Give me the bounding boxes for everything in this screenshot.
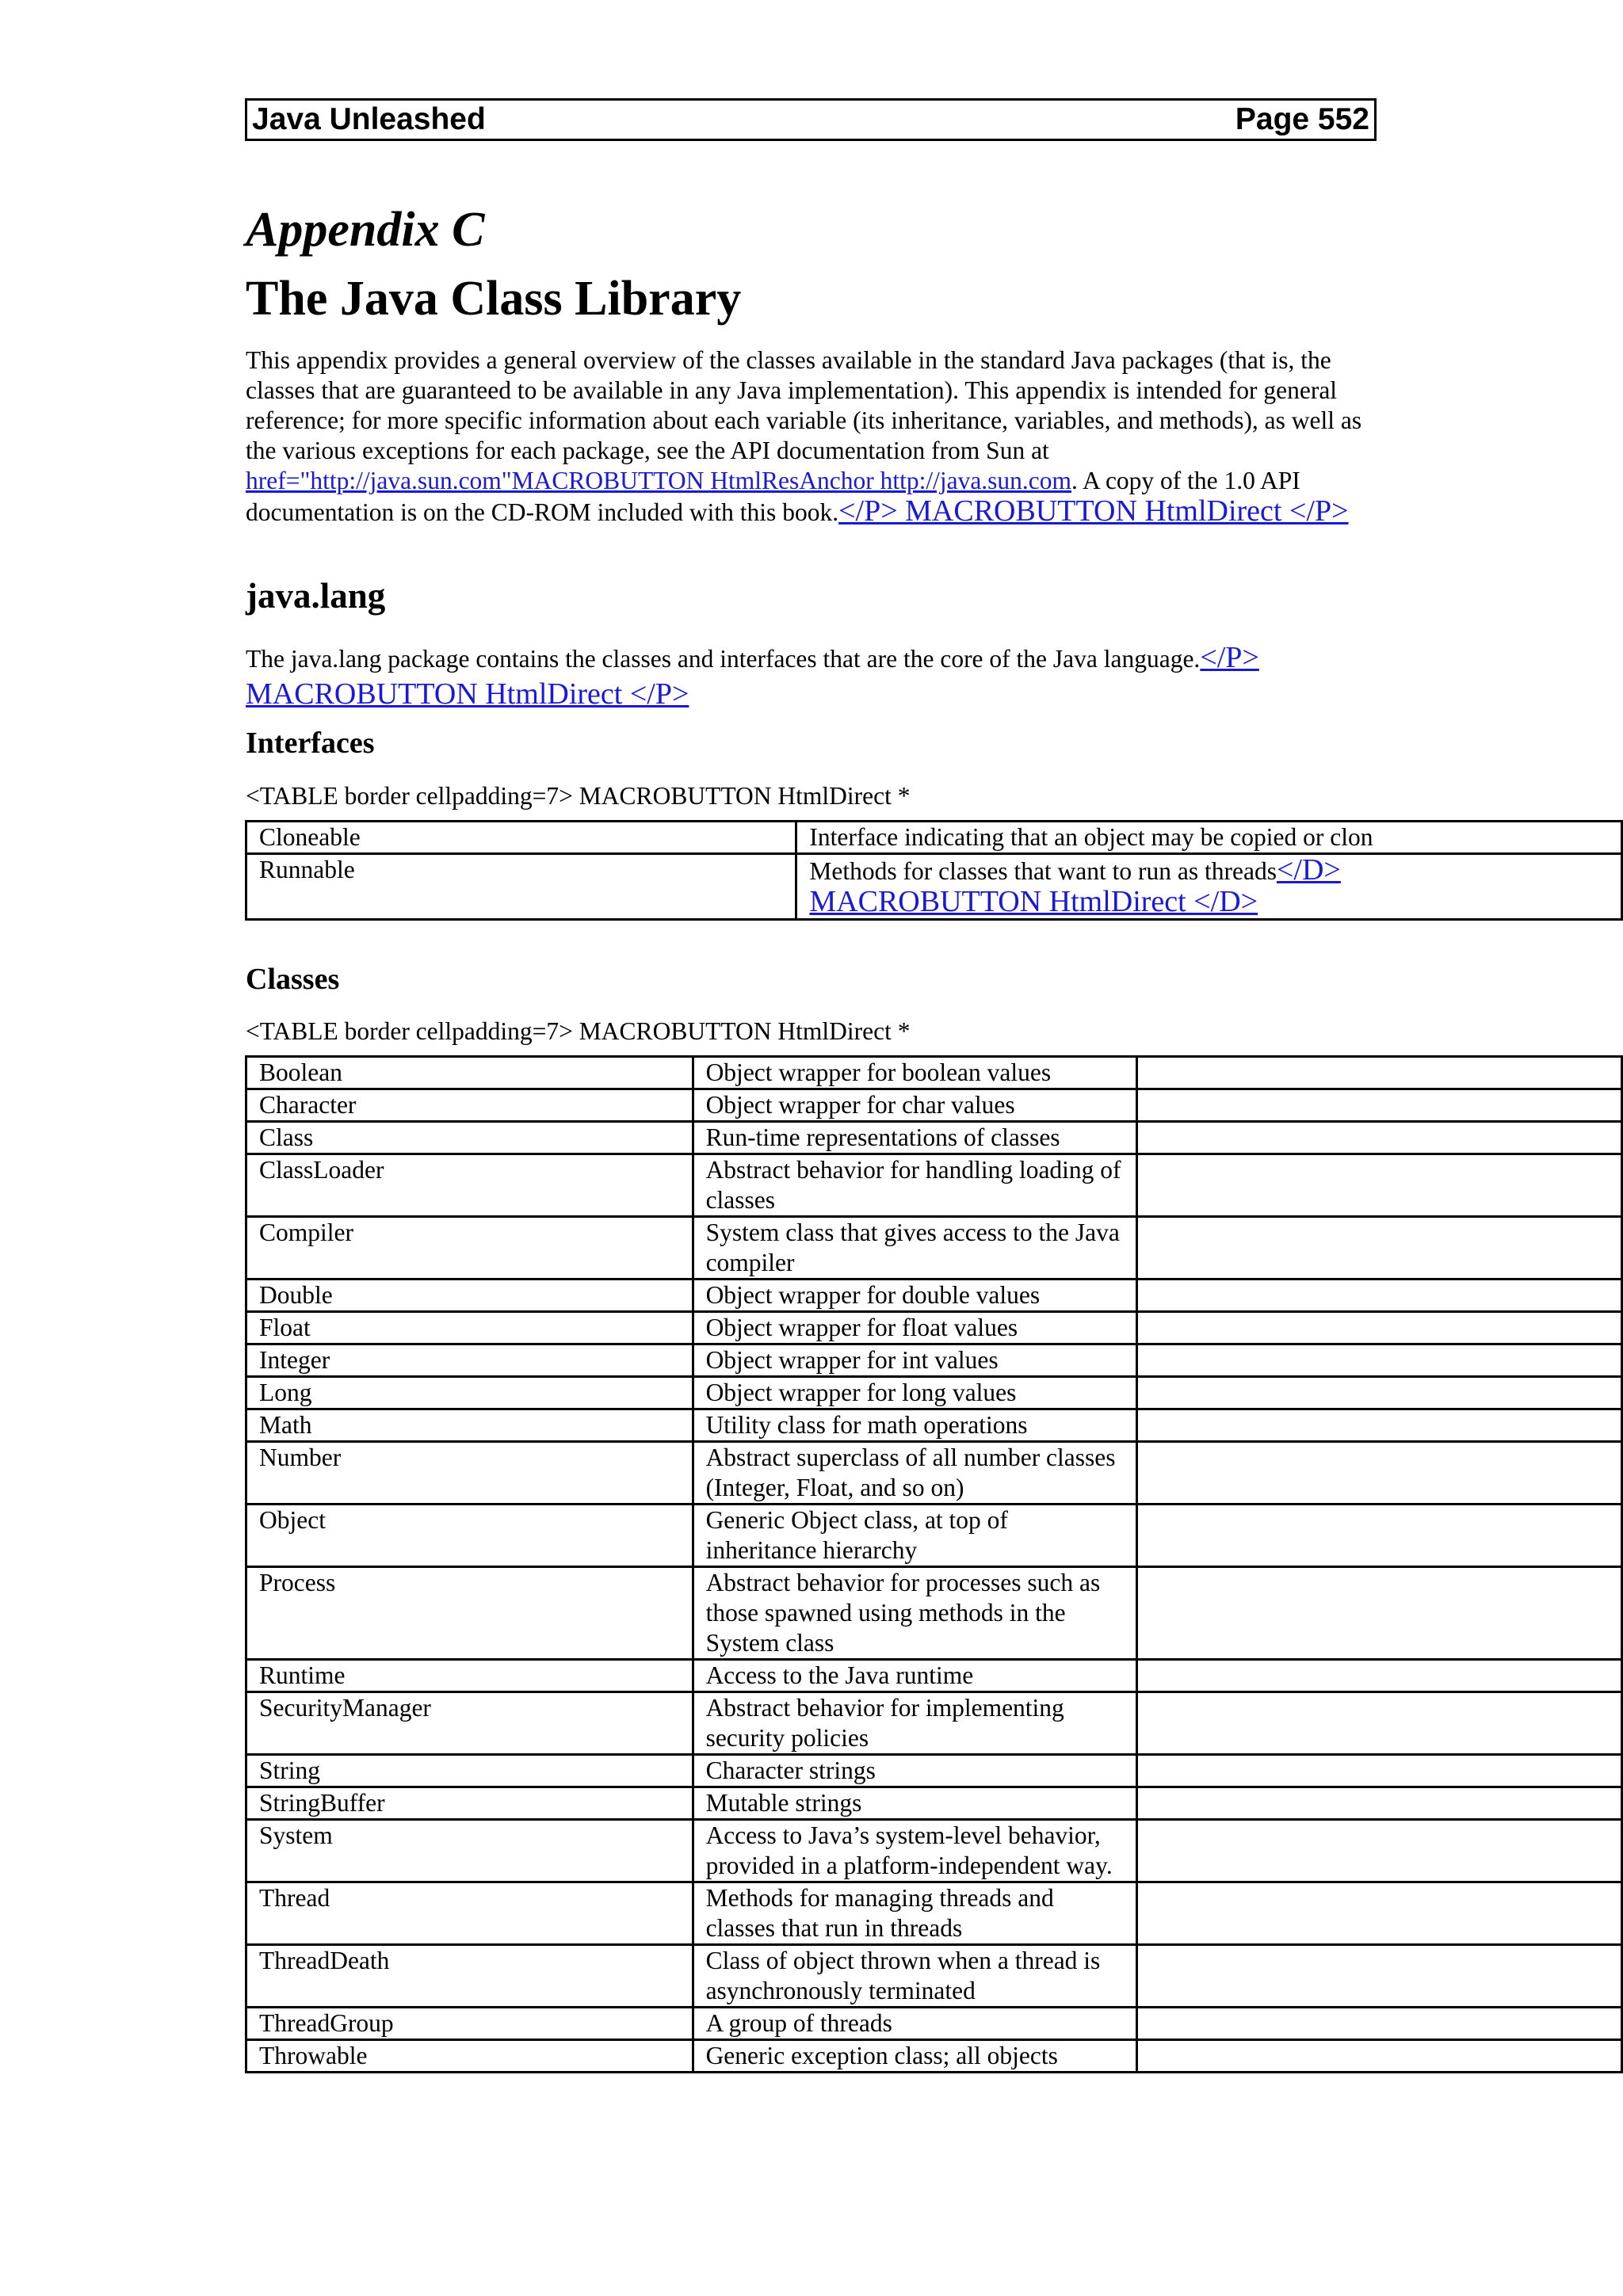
page-number: Page 552 [1235, 102, 1369, 136]
class-name-cell: Character [246, 1089, 693, 1122]
empty-cell [1136, 1089, 1621, 1122]
table-row [246, 1442, 1622, 1505]
table-row [246, 1505, 1622, 1567]
empty-cell [1136, 1122, 1621, 1154]
class-name-cell: Thread [246, 1882, 693, 1945]
class-name-cell: SecurityManager [246, 1692, 693, 1755]
interface-desc-text: Interface indicating that an object may be copied or clon [809, 823, 1373, 851]
class-desc-cell: Run-time representations of classes [693, 1122, 1136, 1154]
interfaces-heading: Interfaces [246, 727, 375, 760]
page-header [245, 98, 1377, 141]
class-name-cell: Number [246, 1442, 693, 1505]
table-row [246, 822, 1622, 854]
table-row [246, 1660, 1622, 1692]
intro-text-before: This appendix provides a general overview of the classes available in the standard Java packages (that is, the classes that are guaranteed to be available in any Java implementation). This appendix is intended for general reference; for more specific information about each variable (its inheritance, variables, and methods), as well as the various exceptions for each package, see the API documentation from Sun at [246, 346, 1362, 464]
class-name-cell: Integer [246, 1344, 693, 1377]
class-name-cell: Process [246, 1567, 693, 1660]
table-row [246, 1217, 1622, 1280]
empty-cell [1136, 1567, 1621, 1660]
empty-cell [1136, 1377, 1621, 1409]
class-name-cell: Float [246, 1312, 693, 1344]
empty-cell [1136, 1217, 1621, 1280]
class-desc-cell: Abstract behavior for processes such as those spawned using methods in the System class [693, 1567, 1136, 1660]
class-name-cell: System [246, 1820, 693, 1882]
empty-cell [1136, 1409, 1621, 1442]
class-name-cell: Long [246, 1377, 693, 1409]
class-name-cell: Math [246, 1409, 693, 1442]
empty-cell [1136, 1692, 1621, 1755]
empty-cell [1136, 1280, 1621, 1312]
table-row [246, 1692, 1622, 1755]
interface-name-cell: Runnable [246, 854, 796, 920]
class-name-cell: StringBuffer [246, 1787, 693, 1820]
empty-cell [1136, 1660, 1621, 1692]
table-row [246, 2008, 1622, 2040]
classes-table [245, 1055, 1623, 2073]
empty-cell [1136, 1882, 1621, 1945]
class-name-cell: ThreadDeath [246, 1945, 693, 2008]
appendix-label: Appendix C [246, 203, 485, 257]
empty-cell [1136, 1442, 1621, 1505]
table-row [246, 1122, 1622, 1154]
class-desc-cell: Generic exception class; all objects [693, 2040, 1136, 2073]
class-name-cell: Runtime [246, 1660, 693, 1692]
java-lang-text: The java.lang package contains the classes and interfaces that are the core of the Java language. [246, 645, 1201, 673]
class-desc-cell: A group of threads [693, 2008, 1136, 2040]
book-title: Java Unleashed [252, 102, 486, 136]
empty-cell [1136, 2008, 1621, 2040]
empty-cell [1136, 1344, 1621, 1377]
class-name-cell: String [246, 1755, 693, 1787]
table-row [246, 1820, 1622, 1882]
table-row [246, 1280, 1622, 1312]
interface-desc-text: Methods for classes that want to run as threads [809, 857, 1277, 885]
section-heading-java-lang: java.lang [246, 576, 386, 616]
table-row [246, 2040, 1622, 2073]
empty-cell [1136, 1057, 1621, 1089]
class-name-cell: Compiler [246, 1217, 693, 1280]
table-row [246, 1567, 1622, 1660]
class-desc-cell: Character strings [693, 1755, 1136, 1787]
interface-name-cell: Cloneable [246, 822, 796, 854]
table-row [246, 1344, 1622, 1377]
class-desc-cell: Object wrapper for char values [693, 1089, 1136, 1122]
table-row [246, 1377, 1622, 1409]
class-desc-cell: Object wrapper for double values [693, 1280, 1136, 1312]
table-row [246, 1755, 1622, 1787]
class-desc-cell: Mutable strings [693, 1787, 1136, 1820]
table-markup-note: <TABLE border cellpadding=7> MACROBUTTON HtmlDirect * [246, 782, 911, 810]
class-desc-cell: Abstract behavior for handling loading of classes [693, 1154, 1136, 1217]
class-name-cell: ThreadGroup [246, 2008, 693, 2040]
table-row [246, 854, 1622, 920]
class-name-cell: ClassLoader [246, 1154, 693, 1217]
class-name-cell: Class [246, 1122, 693, 1154]
class-desc-cell: Abstract superclass of all number classes (Integer, Float, and so on) [693, 1442, 1136, 1505]
class-desc-cell: Abstract behavior for implementing security policies [693, 1692, 1136, 1755]
empty-cell [1136, 1154, 1621, 1217]
html-direct-link[interactable]: </D> MACROBUTTON HtmlDirect </D> [809, 853, 1341, 918]
page-title: The Java Class Library [246, 272, 742, 326]
table-row [246, 1882, 1622, 1945]
class-desc-cell: Generic Object class, at top of inheritance hierarchy [693, 1505, 1136, 1567]
class-name-cell: Object [246, 1505, 693, 1567]
intro-text-after: . A copy of the 1.0 API documentation is on the CD-ROM included with this book. [246, 467, 1300, 526]
empty-cell [1136, 1312, 1621, 1344]
empty-cell [1136, 1505, 1621, 1567]
table-row [246, 1154, 1622, 1217]
class-desc-cell: Methods for managing threads and classes that run in threads [693, 1882, 1136, 1945]
interface-desc-cell [796, 854, 1622, 920]
classes-heading: Classes [246, 963, 340, 996]
empty-cell [1136, 1787, 1621, 1820]
table-row [246, 1089, 1622, 1122]
class-name-cell: Throwable [246, 2040, 693, 2073]
empty-cell [1136, 2040, 1621, 2073]
class-desc-cell: System class that gives access to the Java compiler [693, 1217, 1136, 1280]
interfaces-table [245, 820, 1623, 921]
empty-cell [1136, 1945, 1621, 2008]
html-direct-link[interactable]: </P> MACROBUTTON HtmlDirect </P> [838, 494, 1349, 528]
class-desc-cell: Object wrapper for long values [693, 1377, 1136, 1409]
interface-desc-cell [796, 822, 1622, 854]
table-row [246, 1409, 1622, 1442]
table-row [246, 1787, 1622, 1820]
empty-cell [1136, 1755, 1621, 1787]
class-desc-cell: Class of object thrown when a thread is asynchronously terminated [693, 1945, 1136, 2008]
table-row [246, 1057, 1622, 1089]
class-name-cell: Double [246, 1280, 693, 1312]
table-row [246, 1945, 1622, 2008]
java-lang-paragraph [246, 640, 1419, 713]
class-desc-cell: Object wrapper for float values [693, 1312, 1136, 1344]
empty-cell [1136, 1820, 1621, 1882]
class-name-cell: Boolean [246, 1057, 693, 1089]
class-desc-cell: Utility class for math operations [693, 1409, 1136, 1442]
table-row [246, 1312, 1622, 1344]
class-desc-cell: Object wrapper for boolean values [693, 1057, 1136, 1089]
table-markup-note: <TABLE border cellpadding=7> MACROBUTTON HtmlDirect * [246, 1017, 911, 1045]
intro-paragraph [246, 345, 1371, 528]
class-desc-cell: Access to the Java runtime [693, 1660, 1136, 1692]
html-direct-link[interactable]: </P> MACROBUTTON HtmlDirect </P> [246, 641, 1259, 711]
class-desc-cell: Object wrapper for int values [693, 1344, 1136, 1377]
class-desc-cell: Access to Java’s system-level behavior, provided in a platform-independent way. [693, 1820, 1136, 1882]
sun-api-link[interactable]: href="http://java.sun.com"MACROBUTTON HtmlResAnchor http://java.sun.com [246, 467, 1072, 494]
